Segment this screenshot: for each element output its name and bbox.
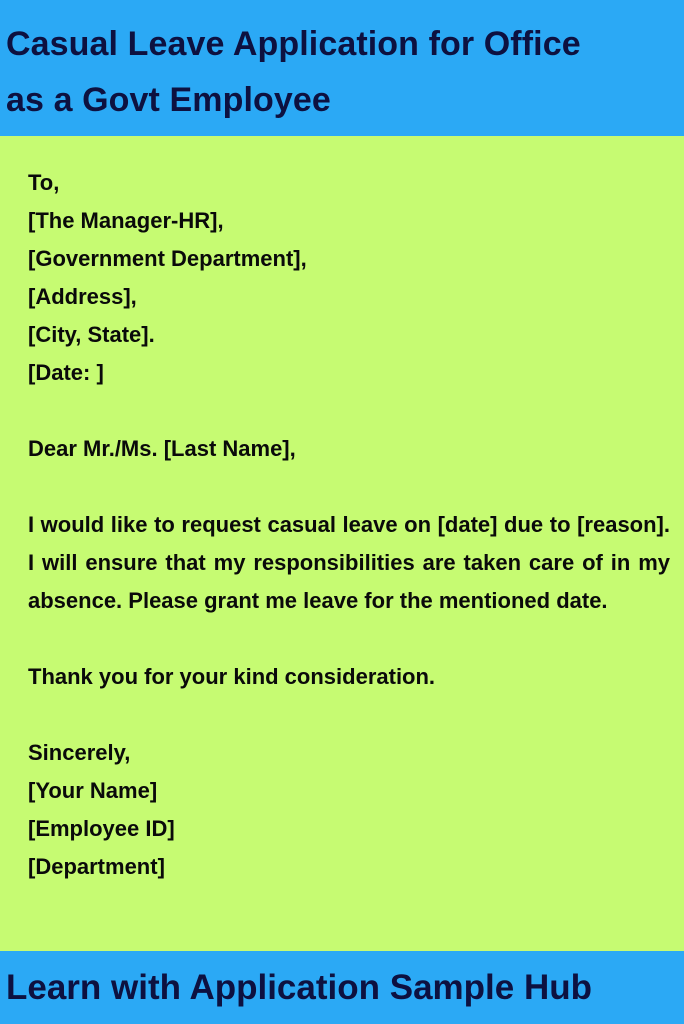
spacer <box>28 392 670 430</box>
closing-line: [Your Name] <box>28 778 158 803</box>
address-line: [Address], <box>28 284 137 309</box>
spacer <box>28 696 670 734</box>
address-line: [The Manager-HR], <box>28 208 224 233</box>
page-title-line-2: as a Govt Employee <box>6 81 331 119</box>
address-line: To, <box>28 170 60 195</box>
footer-banner <box>0 951 684 1024</box>
address-line: [Government Department], <box>28 246 307 271</box>
salutation: Dear Mr./Ms. [Last Name], <box>28 436 296 461</box>
thanks-line: Thank you for your kind consideration. <box>28 664 436 689</box>
footer-text: Learn with Application Sample Hub <box>6 968 592 1007</box>
recipient-address <box>28 164 670 392</box>
closing-line: Sincerely, <box>28 740 131 765</box>
signature-block <box>28 734 670 886</box>
spacer <box>28 468 670 506</box>
address-line: [Date: ] <box>28 360 104 385</box>
closing-line: [Employee ID] <box>28 816 175 841</box>
title-banner <box>0 0 684 136</box>
address-line: [City, State]. <box>28 322 155 347</box>
spacer <box>28 620 670 658</box>
page-title-line-1: Casual Leave Application for Office <box>6 25 581 63</box>
letter-body <box>28 164 670 886</box>
closing-line: [Department] <box>28 854 165 879</box>
body-paragraph: I would like to request casual leave on [date] due to [reason]. I will ensure that my responsibilities are taken care of in my absence. Please grant me leave for the mentioned date. <box>28 512 670 613</box>
